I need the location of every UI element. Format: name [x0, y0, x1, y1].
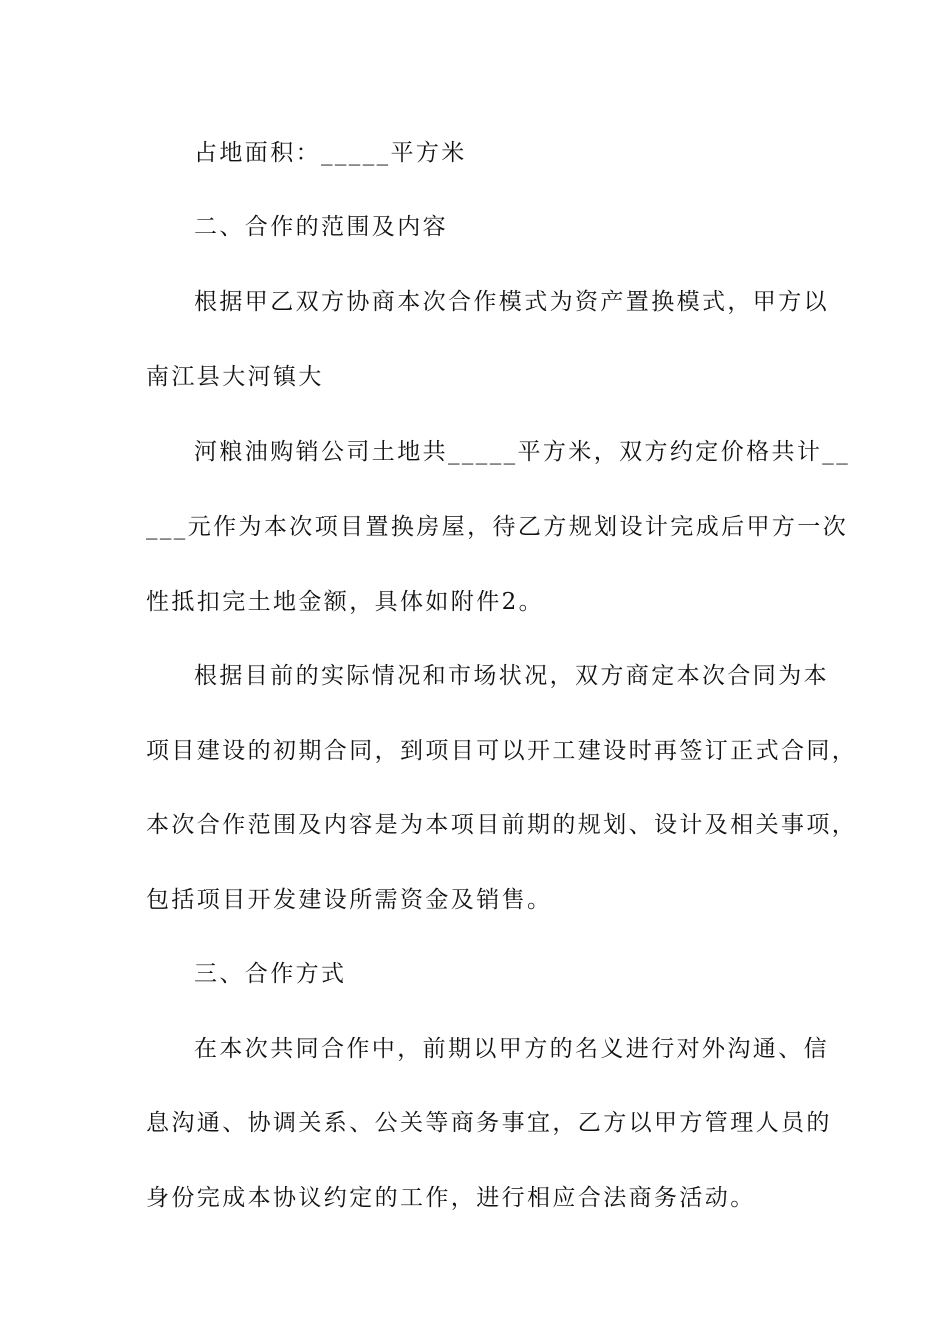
paragraph-line: 根据目前的实际情况和市场状况，双方商定本次合同为本 — [194, 663, 829, 689]
paragraph-line: 河粮油购销公司土地共_____平方米，双方约定价格共计__ — [194, 439, 851, 465]
paragraph-line: 包括项目开发建设所需资金及销售。 — [146, 887, 553, 913]
paragraph-line: ___元作为本次项目置换房屋，待乙方规划设计完成后甲方一次 — [146, 514, 849, 540]
paragraph-line: 南江县大河镇大 — [146, 364, 324, 390]
paragraph-line: 根据甲乙双方协商本次合作模式为资产置换模式，甲方以 — [194, 289, 829, 315]
section-heading-method: 三、合作方式 — [194, 961, 347, 987]
paragraph-line: 身份完成本协议约定的工作，进行相应合法商务活动。 — [146, 1185, 756, 1211]
section-heading-scope: 二、合作的范围及内容 — [194, 214, 448, 240]
land-area-line: 占地面积：_____平方米 — [194, 140, 467, 166]
paragraph-line: 息沟通、协调关系、公关等商务事宜，乙方以甲方管理人员的 — [146, 1110, 832, 1136]
paragraph-line: 在本次共同合作中，前期以甲方的名义进行对外沟通、信 — [194, 1036, 829, 1062]
paragraph-line: 性抵扣完土地金额，具体如附件2。 — [146, 589, 545, 615]
paragraph-line: 本次合作范围及内容是为本项目前期的规划、设计及相关事项， — [146, 812, 858, 838]
paragraph-line: 项目建设的初期合同，到项目可以开工建设时再签订正式合同， — [146, 738, 858, 764]
